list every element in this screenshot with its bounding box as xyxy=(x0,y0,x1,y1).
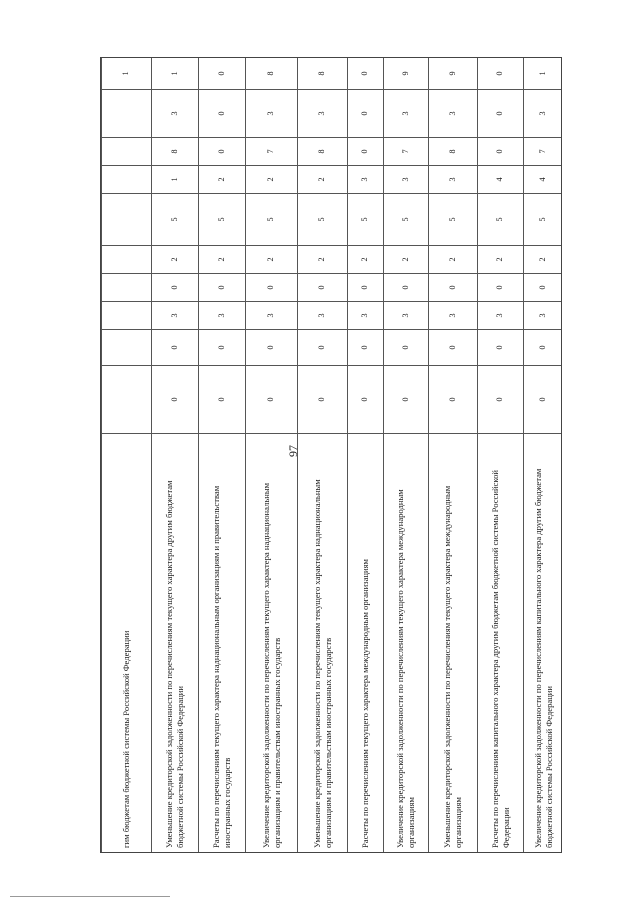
code-cell-4: 0 xyxy=(298,274,348,302)
code-cell-4: 0 xyxy=(348,274,384,302)
code-cell-3: 3 xyxy=(524,302,563,330)
code-cell-3: 3 xyxy=(429,302,478,330)
code-cell-6: 5 xyxy=(348,194,384,246)
table-row xyxy=(524,58,563,854)
code-cell-1: 0 xyxy=(348,366,384,434)
row-label: Увеличение кредиторской задолженности по перечислениям текущего характера наднациональным организациям и правительствам иностранных государств xyxy=(246,434,298,854)
code-cell-10: 1 xyxy=(102,58,152,90)
code-cell-1 xyxy=(102,366,152,434)
code-cell-8: 0 xyxy=(348,138,384,166)
code-cell-4: 0 xyxy=(246,274,298,302)
code-cell-4: 0 xyxy=(478,274,524,302)
code-cell-1: 0 xyxy=(384,366,429,434)
row-label: Увеличение кредиторской задолженности по перечислениям текущего характера международным организациям xyxy=(384,434,429,854)
code-cell-9: 0 xyxy=(348,90,384,138)
code-cell-2: 0 xyxy=(478,330,524,366)
code-cell-5: 2 xyxy=(429,246,478,274)
code-cell-2: 0 xyxy=(524,330,563,366)
code-cell-9 xyxy=(102,90,152,138)
code-cell-10: 8 xyxy=(298,58,348,90)
code-cell-6: 5 xyxy=(246,194,298,246)
code-cell-3: 3 xyxy=(298,302,348,330)
code-cell-9: 0 xyxy=(478,90,524,138)
code-cell-2: 0 xyxy=(429,330,478,366)
code-cell-4: 0 xyxy=(199,274,246,302)
code-cell-3 xyxy=(102,302,152,330)
table-row xyxy=(298,58,348,854)
table-row xyxy=(152,58,199,854)
code-cell-2: 0 xyxy=(246,330,298,366)
code-cell-5: 2 xyxy=(524,246,563,274)
code-cell-1: 0 xyxy=(152,366,199,434)
code-cell-10: 1 xyxy=(152,58,199,90)
rotated-table-container xyxy=(101,58,562,853)
code-cell-2 xyxy=(102,330,152,366)
code-cell-6: 5 xyxy=(199,194,246,246)
table-row xyxy=(348,58,384,854)
code-cell-8: 8 xyxy=(152,138,199,166)
row-label: Увеличение кредиторской задолженности по перечислениям капитального характера другим бюджетам бюджетной системы Российской Федерации xyxy=(524,434,563,854)
code-cell-6: 5 xyxy=(384,194,429,246)
code-cell-1: 0 xyxy=(246,366,298,434)
code-cell-8 xyxy=(102,138,152,166)
code-cell-7: 2 xyxy=(199,166,246,194)
table-body xyxy=(102,58,563,854)
code-cell-9: 3 xyxy=(298,90,348,138)
code-cell-10: 0 xyxy=(348,58,384,90)
row-label: Расчеты по перечислениям текущего характера наднациональным организациям и правительствам иностранных государств xyxy=(199,434,246,854)
code-cell-2: 0 xyxy=(298,330,348,366)
table-row xyxy=(478,58,524,854)
code-cell-4: 0 xyxy=(524,274,563,302)
code-cell-3: 3 xyxy=(478,302,524,330)
code-cell-8: 0 xyxy=(199,138,246,166)
code-cell-7: 3 xyxy=(348,166,384,194)
code-cell-9: 0 xyxy=(199,90,246,138)
code-cell-6: 5 xyxy=(524,194,563,246)
row-label: Уменьшение кредиторской задолженности по перечислениям текущего характера наднациональным организациям и правительствам иностранных государств xyxy=(298,434,348,854)
table-row xyxy=(384,58,429,854)
table-row xyxy=(429,58,478,854)
code-cell-7 xyxy=(102,166,152,194)
code-cell-10: 0 xyxy=(199,58,246,90)
code-cell-5 xyxy=(102,246,152,274)
table-row xyxy=(102,58,152,854)
code-cell-4: 0 xyxy=(384,274,429,302)
code-cell-1: 0 xyxy=(478,366,524,434)
code-cell-7: 4 xyxy=(478,166,524,194)
code-cell-6 xyxy=(102,194,152,246)
code-cell-7: 3 xyxy=(429,166,478,194)
code-cell-10: 8 xyxy=(246,58,298,90)
code-cell-8: 7 xyxy=(246,138,298,166)
table-row xyxy=(246,58,298,854)
code-cell-4: 0 xyxy=(429,274,478,302)
code-cell-6: 5 xyxy=(152,194,199,246)
row-label: Расчеты по перечислениям текущего характера международным организациям xyxy=(348,434,384,854)
code-cell-3: 3 xyxy=(152,302,199,330)
code-cell-10: 9 xyxy=(429,58,478,90)
page-number: 97 xyxy=(286,445,300,457)
page-footer-line xyxy=(10,896,170,897)
code-cell-4: 0 xyxy=(152,274,199,302)
code-cell-6: 5 xyxy=(478,194,524,246)
code-cell-3: 3 xyxy=(246,302,298,330)
code-cell-9: 3 xyxy=(429,90,478,138)
accounts-table xyxy=(101,57,562,853)
code-cell-8: 0 xyxy=(478,138,524,166)
code-cell-10: 0 xyxy=(478,58,524,90)
code-cell-7: 3 xyxy=(384,166,429,194)
code-cell-1: 0 xyxy=(298,366,348,434)
code-cell-3: 3 xyxy=(384,302,429,330)
code-cell-10: 1 xyxy=(524,58,563,90)
code-cell-9: 3 xyxy=(524,90,563,138)
code-cell-5: 2 xyxy=(384,246,429,274)
code-cell-3: 3 xyxy=(348,302,384,330)
code-cell-8: 8 xyxy=(298,138,348,166)
code-cell-5: 2 xyxy=(298,246,348,274)
code-cell-2: 0 xyxy=(384,330,429,366)
row-label: гим бюджетам бюджетной системы Российской Федерации xyxy=(102,434,152,854)
table-row xyxy=(199,58,246,854)
code-cell-8: 7 xyxy=(524,138,563,166)
code-cell-6: 5 xyxy=(298,194,348,246)
code-cell-6: 5 xyxy=(429,194,478,246)
code-cell-9: 3 xyxy=(246,90,298,138)
code-cell-2: 0 xyxy=(348,330,384,366)
code-cell-8: 8 xyxy=(429,138,478,166)
code-cell-7: 1 xyxy=(152,166,199,194)
code-cell-4 xyxy=(102,274,152,302)
code-cell-5: 2 xyxy=(348,246,384,274)
code-cell-1: 0 xyxy=(524,366,563,434)
code-cell-7: 4 xyxy=(524,166,563,194)
row-label: Уменьшение кредиторской задолженности по перечислениям текущего характера международным организациям xyxy=(429,434,478,854)
code-cell-5: 2 xyxy=(246,246,298,274)
code-cell-8: 7 xyxy=(384,138,429,166)
row-label: Уменьшение кредиторской задолженности по перечислениям текущего характера другим бюджетам бюджетной системы Российской Федерации xyxy=(152,434,199,854)
code-cell-2: 0 xyxy=(152,330,199,366)
row-label: Расчеты по перечислениям капитального характера другим бюджетам бюджетной системы Российской Федерации xyxy=(478,434,524,854)
code-cell-5: 2 xyxy=(152,246,199,274)
accounts-table-frame xyxy=(100,57,562,853)
code-cell-9: 3 xyxy=(152,90,199,138)
code-cell-5: 2 xyxy=(478,246,524,274)
code-cell-7: 2 xyxy=(246,166,298,194)
code-cell-3: 3 xyxy=(199,302,246,330)
code-cell-9: 3 xyxy=(384,90,429,138)
code-cell-1: 0 xyxy=(199,366,246,434)
code-cell-2: 0 xyxy=(199,330,246,366)
code-cell-7: 2 xyxy=(298,166,348,194)
code-cell-5: 2 xyxy=(199,246,246,274)
code-cell-10: 9 xyxy=(384,58,429,90)
code-cell-1: 0 xyxy=(429,366,478,434)
